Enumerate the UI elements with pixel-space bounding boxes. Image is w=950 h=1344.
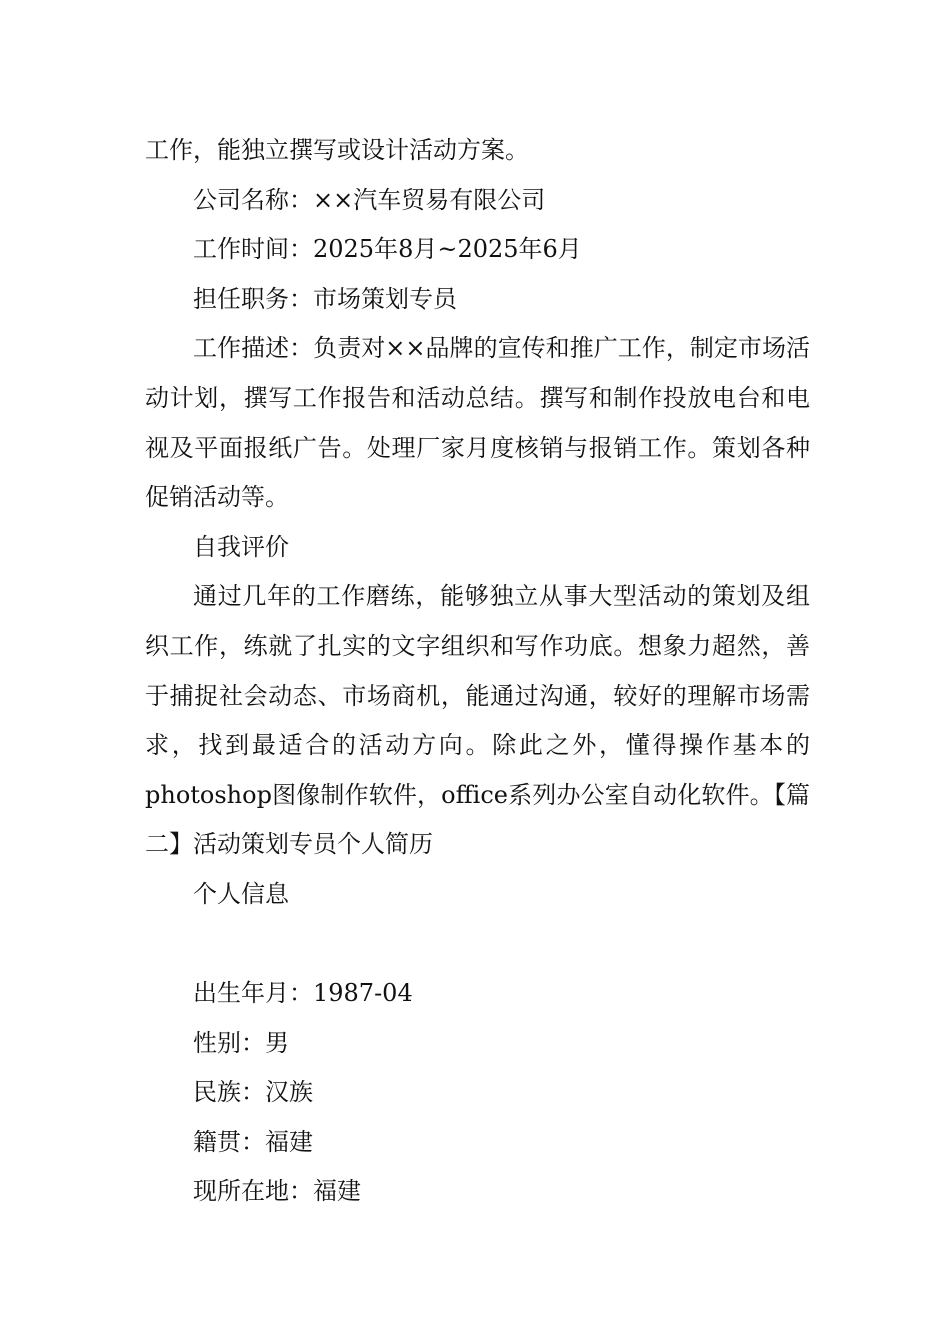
company-name: 公司名称：××汽车贸易有限公司 [193, 185, 546, 214]
document-body [145, 126, 810, 1217]
self-evaluation-text: 通过几年的工作磨练，能够独立从事大型活动的策划及组织工作，练就了扎实的文字组织和写作功底。想象力超然，善于捕捉社会动态、市场商机，能通过沟通，较好的理解市场需求，找到最适合的活动方向。除此之外，懂得操作基本的photoshop图像制作软件，office系列办公室自动化软件。【篇二】活动策划专员个人简历 [145, 582, 810, 859]
section-heading-personal-info: 个人信息 [193, 879, 289, 908]
job-description: 工作描述：负责对××品牌的宣传和推广工作，制定市场活动计划，撰写工作报告和活动总结。撰写和制作投放电台和电视及平面报纸广告。处理厂家月度核销与报销工作。策划各种促销活动等。 [145, 334, 810, 512]
paragraph-continuation: 工作，能独立撰写或设计活动方案。 [145, 136, 529, 164]
blank-line [145, 920, 810, 970]
work-period: 工作时间：2025年8月~2025年6月 [193, 235, 582, 264]
ethnicity: 民族：汉族 [193, 1078, 313, 1107]
current-location: 现所在地：福建 [193, 1177, 361, 1206]
birth-date: 出生年月：1987-04 [193, 979, 413, 1008]
gender: 性别：男 [193, 1028, 289, 1057]
job-title: 担任职务：市场策划专员 [193, 284, 457, 313]
native-place: 籍贯：福建 [193, 1127, 313, 1156]
section-heading-self-evaluation: 自我评价 [193, 532, 289, 561]
